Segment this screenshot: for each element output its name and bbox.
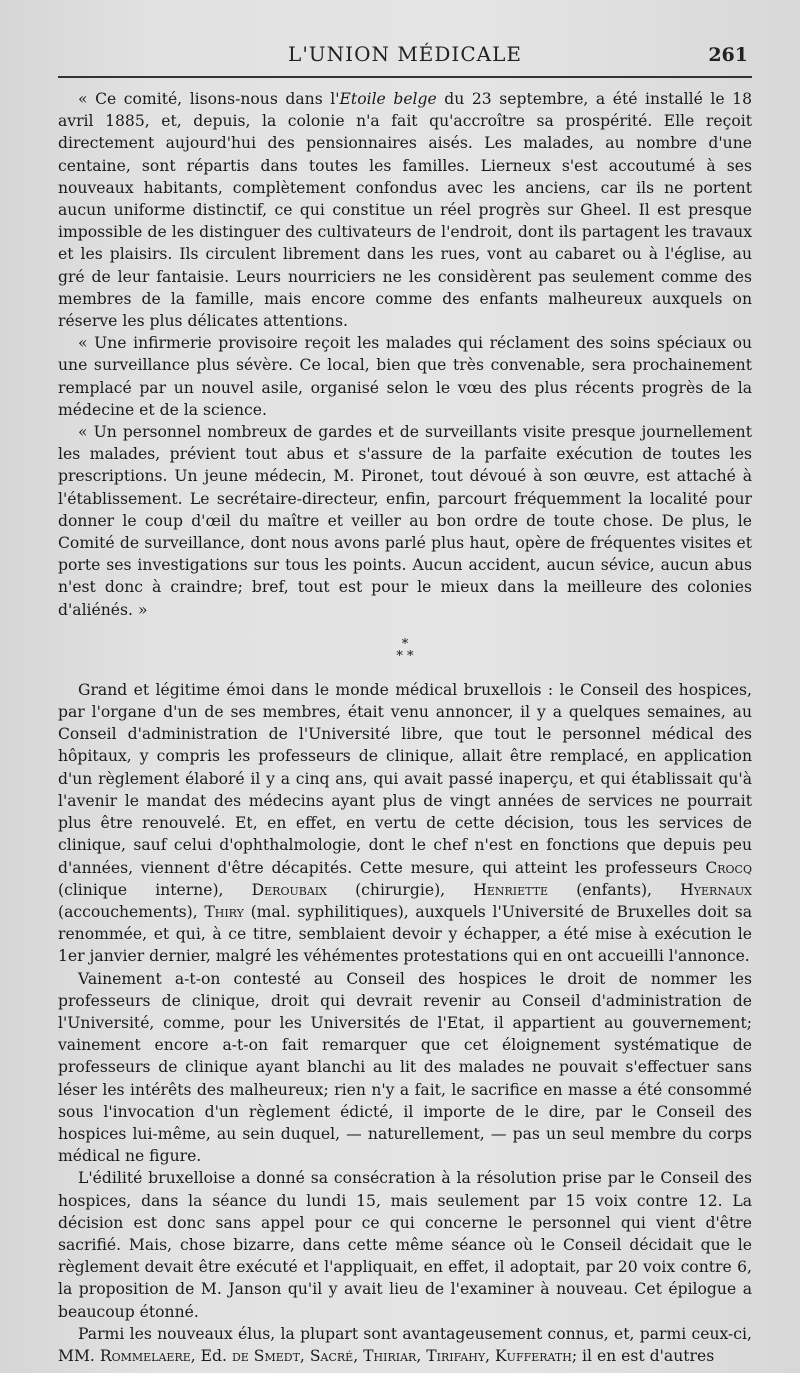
asterism-top: * xyxy=(401,636,409,652)
person-name: de Smedt xyxy=(231,1346,300,1365)
text-run: , xyxy=(299,1346,310,1365)
person-name: Crocq xyxy=(705,858,752,877)
person-name: Thiry xyxy=(204,902,244,921)
quote-paragraph-3: « Un personnel nombreux de gardes et de surveillants visite presque journellement les malades, prévient tout abus et s'assure de la parfaite exécution de toutes les prescriptions. Un jeune médecin, M. Pironet, tout dévoué à son œuvre, est attaché à l'établissement. Le secrétaire-directeur, enfin, parcourt fréquemment la localité pour donner le coup d'œil du maître et veiller au bon ordre de toute chose. De plus, le Comité de surveillance, dont nous avons parlé plus haut, opère de fréquentes visites et porte ses investigations sur tous les points. Aucun accident, aucun sévice, aucun abus n'est donc à craindre; bref, tout est pour le mieux dans la meilleure des colonies d'aliénés. » xyxy=(58,423,752,619)
text-run: du 23 septembre, a été installé le 18 avril 1885, et, depuis, la colonie n'a fait qu'accroître sa prospérité. Elle reçoit directement aujourd'hui des pensionnaires aisés. Les malades, au nombre d'une centaine, sont répartis dans toutes les familles. Lierneux s'est accoutumé à ses nouveaux habitants, complètement confondus avec les anciens, car ils ne portent aucun uniforme distinctif, ce qui constitue un réel progrès sur Gheel. Il est presque impossible de les distinguer des cultivateurs de l'endroit, dont ils partagent les travaux et les plaisirs. Ils circulent librement dans les rues, vont au cabaret ou à l'église, au gré de leur fantaisie. Leurs nourriciers ne les considèrent pas seulement comme des membres de la famille, mais encore comme des enfants malheureux auxquels on réserve les plus délicates attentions. xyxy=(58,90,752,331)
page-number: 261 xyxy=(708,44,748,66)
section-separator xyxy=(58,636,752,664)
article-paragraph-1 xyxy=(58,679,752,968)
journal-title: Etoile belge xyxy=(339,90,437,108)
text-run: , xyxy=(416,1346,427,1365)
text-run: , Ed. xyxy=(190,1346,232,1365)
text-run: , xyxy=(485,1346,496,1365)
article-paragraph-4 xyxy=(58,1323,752,1367)
quote-paragraph-2: « Une infirmerie provisoire reçoit les malades qui réclament des soins spéciaux ou une surveillance plus sévère. Ce local, bien que très convenable, sera prochainement remplacé par un nouvel asile, organisé selon le vœu des plus récents progrès de la médecine et de la science. xyxy=(58,334,752,419)
text-run: (chirurgie), xyxy=(326,880,474,899)
text-run: (enfants), xyxy=(548,880,681,899)
person-name: Thiriar xyxy=(363,1346,417,1365)
article-body xyxy=(58,88,752,1367)
person-name: Tirifahy xyxy=(426,1346,486,1365)
header-rule xyxy=(58,76,752,78)
asterism-bottom: * * xyxy=(396,648,414,664)
text-run: ; il en est d'autres xyxy=(571,1346,715,1365)
running-title: L'UNION MÉDICALE xyxy=(288,42,522,66)
running-header xyxy=(58,38,752,78)
article-paragraph-3: L'édilité bruxelloise a donné sa consécration à la résolution prise par le Conseil des hospices, dans la séance du lundi 15, mais seulement par 15 voix contre 12. La décision est donc sans appel pour ce qui concerne le personnel qui vient d'être sacrifié. Mais, chose bizarre, dans cette même séance où le Conseil décidait que le règlement devait être exécuté et l'appliquait, en effet, il adoptait, par 20 voix contre 6, la proposition de M. Janson qu'il y avait lieu de l'examiner à nouveau. Cet épilogue a beaucoup étonné. xyxy=(58,1169,752,1321)
text-run: (accouchements), xyxy=(58,902,205,921)
person-name: Rommelaere xyxy=(99,1346,191,1365)
person-name: Hyernaux xyxy=(680,880,752,899)
person-name: Henriette xyxy=(473,880,549,899)
text-run: , xyxy=(353,1346,364,1365)
person-name: Sacré xyxy=(309,1346,354,1365)
text-run: (clinique interne), xyxy=(58,880,252,899)
text-run: « Ce comité, lisons-nous dans l' xyxy=(78,90,340,108)
person-name: Kufferath xyxy=(495,1346,572,1365)
text-run: (mal. syphilitiques), auxquels l'Université de Bruxelles doit sa renommée, et qui, à ce titre, semblaient devoir y échapper, a été mise à exécution le 1er janvier dernier, malgré les véhémentes protestations qui en ont accueilli l'annonce. xyxy=(58,902,752,966)
article-paragraph-2: Vainement a-t-on contesté au Conseil des hospices le droit de nommer les professeurs de clinique, droit qui devrait revenir au Conseil d'administration de l'Université, comme, pour les Universités de l'Etat, il appartient au gouvernement; vainement encore a-t-on fait remarquer que cet éloignement systématique de professeurs de clinique ayant blanchi au lit des malades ne pouvait s'effectuer sans léser les intérêts des malheureux; rien n'y a fait, le sacrifice en masse a été consommé sous l'invocation d'un règlement édicté, il importe de le dire, par le Conseil des hospices lui-même, au sein duquel, — naturellement, — pas un seul membre du corps médical ne figure. xyxy=(58,969,752,1166)
text-run: Parmi les nouveaux élus, la plupart sont avantageusement connus, et, parmi ceux-ci, MM. xyxy=(58,1324,752,1365)
person-name: Deroubaix xyxy=(251,880,327,899)
quote-paragraph-1 xyxy=(58,88,752,332)
text-run: Grand et légitime émoi dans le monde médical bruxellois : le Conseil des hospices, par l'organe d'un de ses membres, était venu annoncer, il y a quelques semaines, au Conseil d'administration de l'Université libre, que tout le personnel médical des hôpitaux, y compris les professeurs de clinique, allait être remplacé, en application d'un règlement élaboré il y a cinq ans, qui avait passé inaperçu, et qui établissait qu'à l'avenir le mandat des médecins ayant plus de vingt années de services ne pourrait plus être renouvelé. Et, en effet, en vertu de cette décision, tous les services de clinique, sauf celui d'ophthalmologie, dont le chef n'est en fonctions que depuis peu d'années, viennent d'être décapités. Cette mesure, qui atteint les professeurs xyxy=(58,680,752,877)
